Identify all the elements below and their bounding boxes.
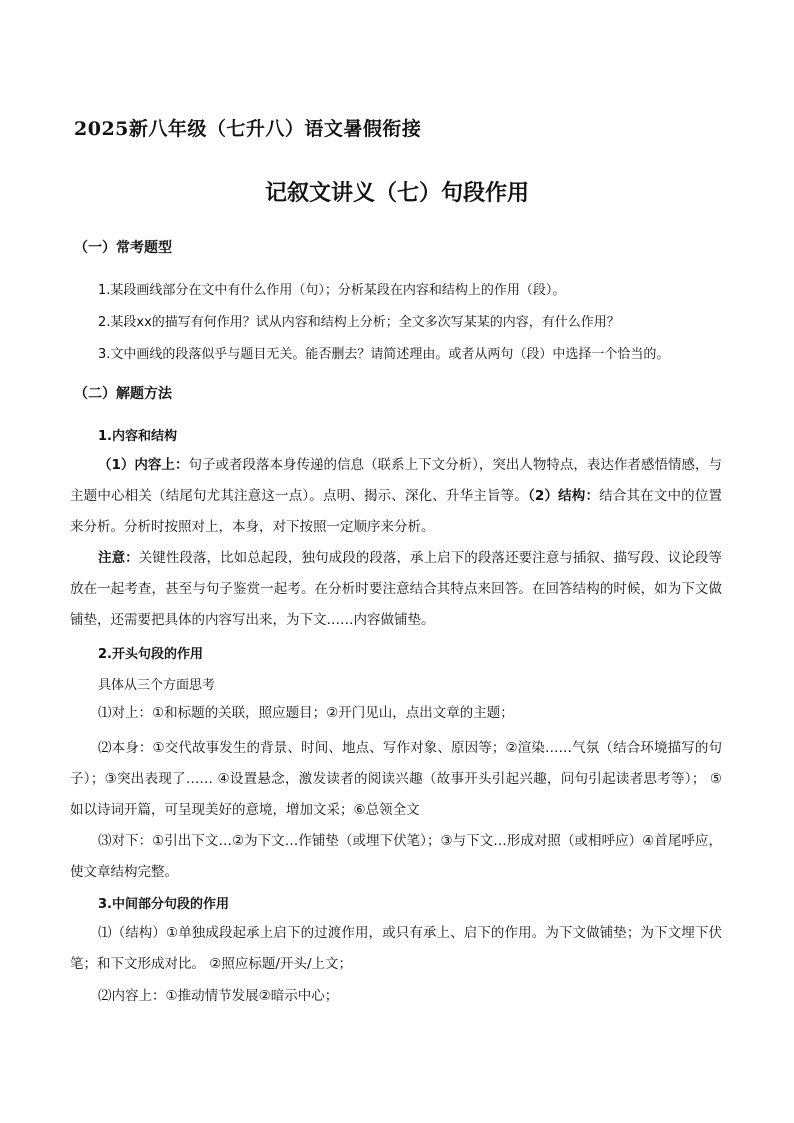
opening-item-1: ⑴对上：①和标题的关联，照应题目；②开门见山，点出文章的主题； — [98, 705, 514, 721]
document-title: 2025新八年级（七升八）语文暑假衔接 — [74, 118, 422, 140]
note-paragraph — [70, 543, 722, 636]
question-type-item-2: 2.某段xx的描写有何作用？试从内容和结构上分析；全文多次写某某的内容，有什么作用？ — [98, 315, 620, 330]
question-type-item-3: 3.文中画线的段落似乎与题目无关。能否删去？请简述理由。或者从两句（段）中选择一个恰当的。 — [98, 347, 670, 362]
opening-item-3: ⑶对下：①引出下文…②为下文…作铺垫（或埋下伏笔）；③与下文…形成对照（或相呼应）④首尾呼应，使文章结构完整。 — [70, 833, 722, 880]
note-text: 关键性段落，比如总起段，独句成段的段落，承上启下的段落还要注意与插叙、描写段、议论段等放在一起考查，甚至与句子鉴赏一起考。在分析时要注意结合其特点来回答。在回答结构的时候，如为下文做铺垫，还需要把具体的内容写出来，为下文……内容做铺垫。 — [70, 550, 723, 628]
section-heading-methods: （二）解题方法 — [74, 386, 172, 402]
note-label: 注意： — [98, 550, 139, 566]
document-subtitle: 记叙文讲义（七）句段作用 — [264, 180, 529, 206]
method-subheading-middle: 3.中间部分句段的作用 — [98, 897, 229, 912]
content-text: 句子或者段落本身传递的信息（联系上下文分析），突出人物特点，表达作者感悟情感，与主题中心相关（结尾句尤其注意这一点）。点明、揭示、深化、升华主旨等。 — [70, 457, 722, 504]
middle-item-2: ⑵内容上：①推动情节发展②暗示中心； — [98, 988, 339, 1004]
method-subheading-opening: 2.开头句段的作用 — [98, 647, 203, 662]
opening-item-2: ⑵本身：①交代故事发生的背景、时间、地点、写作对象、原因等；②渲染……气氛（结合环境描写的句子）；③突出表现了…… ④设置悬念，激发读者的阅读兴趣（故事开头引起兴趣，问句引起读者思考等）； ⑤如以诗词开篇，可呈现美好的意境，增加文采；⑥总领全文 — [70, 740, 722, 818]
structure-text: 结合其在文中的位置来分析。分析时按照对上，本身，对下按照一定顺序来分析。 — [70, 488, 722, 535]
question-type-item-1: 1.某段画线部分在文中有什么作用（句）；分析某段在内容和结构上的作用（段）。 — [98, 283, 566, 298]
structure-label: （2）结构： — [527, 488, 600, 504]
content-structure-paragraph — [70, 450, 722, 543]
method-subheading-content-structure: 1.内容和结构 — [98, 429, 177, 444]
section-heading-question-types: （一）常考题型 — [74, 240, 172, 256]
opening-intro: 具体从三个方面思考 — [98, 678, 216, 693]
middle-item-1: ⑴（结构）①单独成段起承上启下的过渡作用，或只有承上、启下的作用。为下文做铺垫；为下文埋下伏笔；和下文形成对比。 ②照应标题/开头/上文； — [70, 925, 722, 972]
content-label: （1）内容上： — [98, 457, 189, 473]
